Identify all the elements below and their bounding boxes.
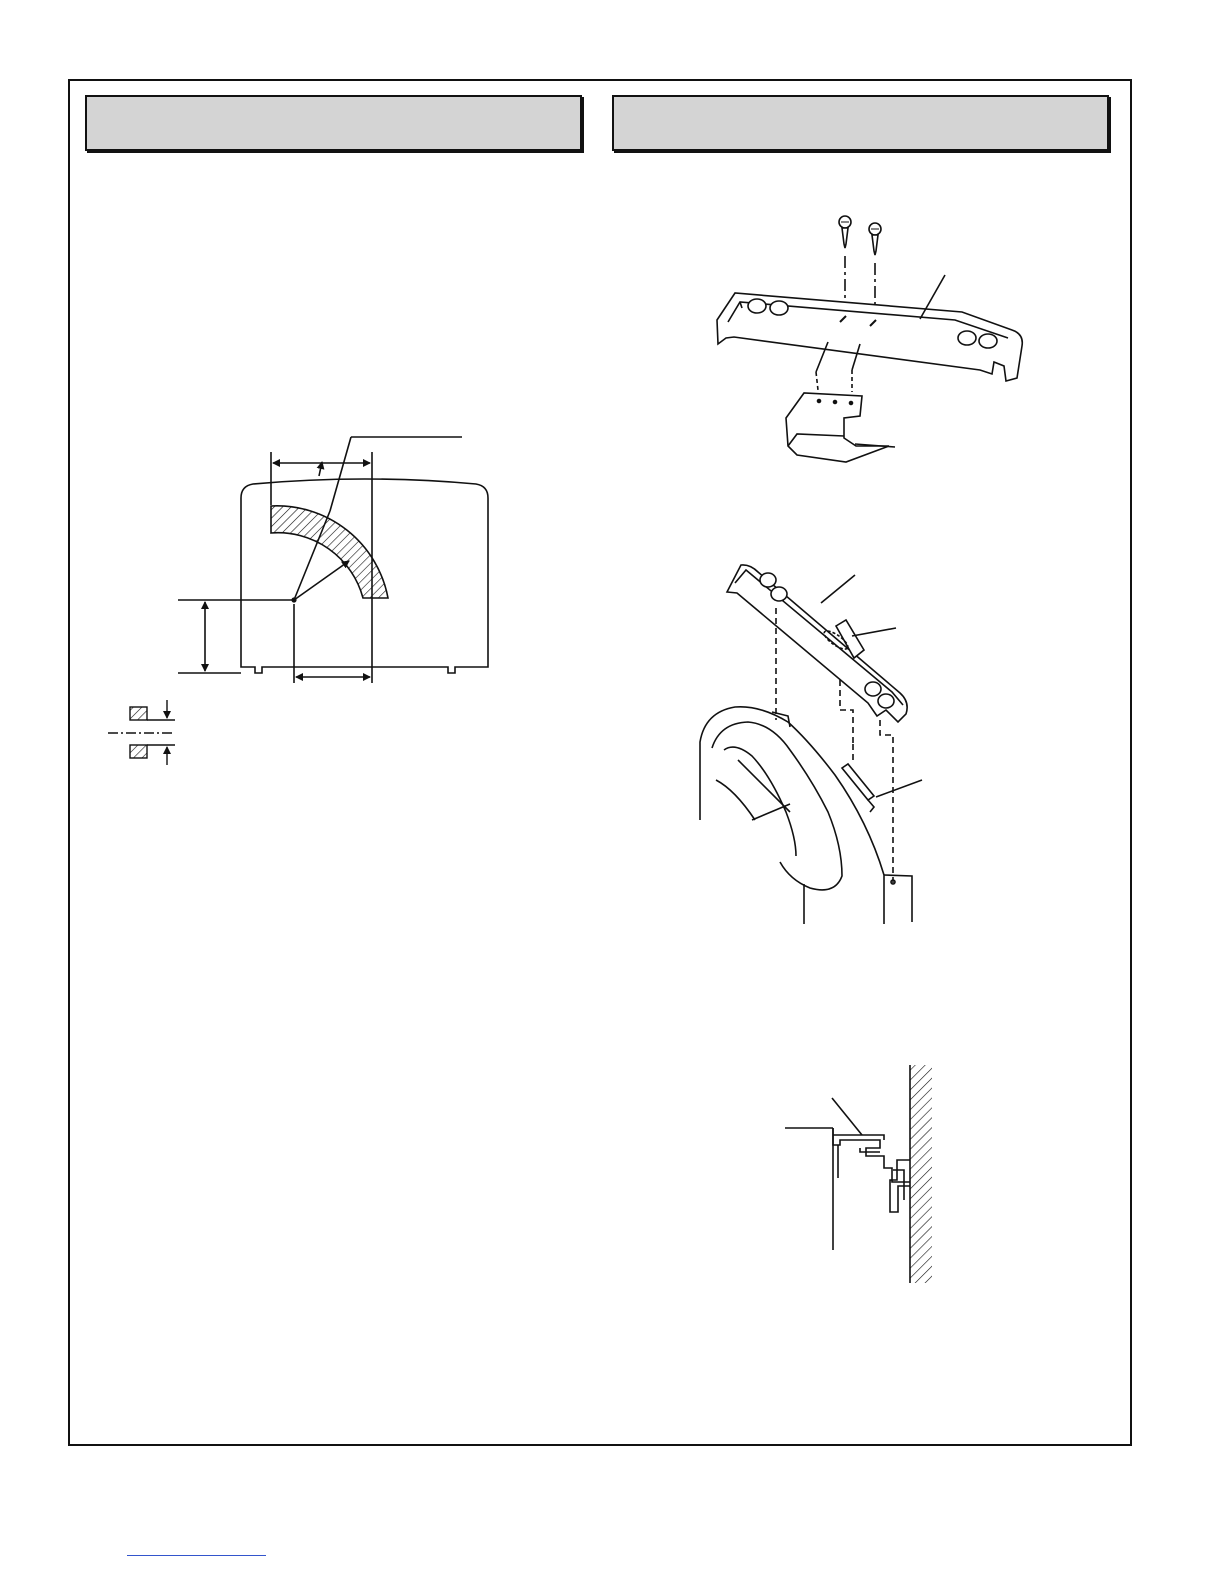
hook-profile — [833, 1128, 910, 1182]
footer-link-underline[interactable] — [127, 1555, 266, 1556]
wall-bracket-profile — [890, 1160, 910, 1212]
wall-section — [910, 1065, 932, 1283]
